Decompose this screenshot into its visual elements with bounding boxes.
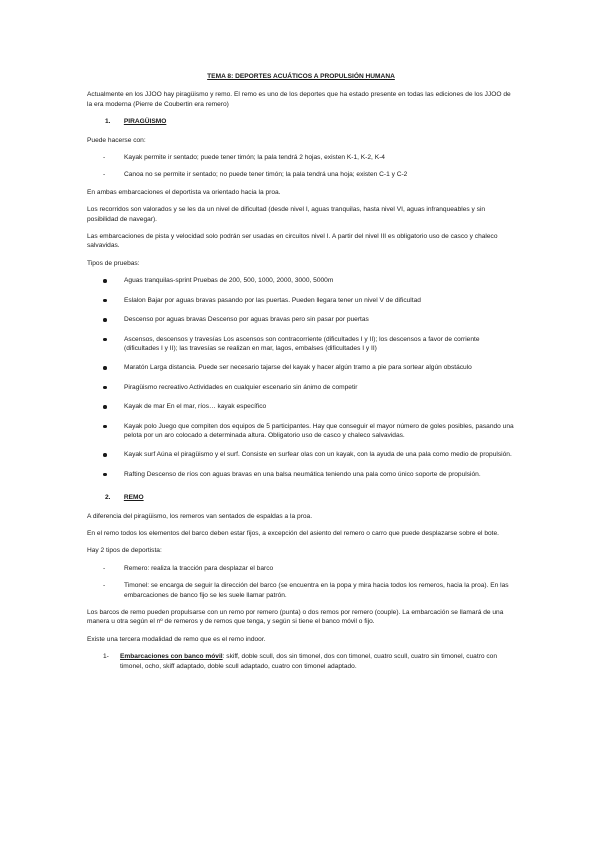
paragraph: En el remo todos los elementos del barco deben estar fijos, a excepción del asiento del remero o carro que puede desplazarse sobre el bote. (87, 529, 499, 537)
document-page (87, 72, 515, 671)
list-item: Eslalon Bajar por aguas bravas pasando por las puertas. Pueden llegara tener un nivel V de dificultad (87, 296, 515, 305)
list-item: - Canoa no se permite ir sentado; no puede tener timón; la pala tendrá una hoja; existen C-1 y C-2 (87, 170, 515, 179)
item-number: 1- (103, 653, 109, 661)
list-item (87, 652, 515, 671)
item-label: Embarcaciones con banco móvil (120, 653, 223, 661)
roles-list (87, 564, 515, 600)
list-item: Rafting Descenso de ríos con aguas bravas en una balsa neumática teniendo una pala como único soporte de propulsión. (87, 470, 515, 479)
paragraph: En ambas embarcaciones el deportista va orientado hacia la proa. (87, 188, 281, 196)
tests-list (87, 276, 515, 479)
section-title: PIRAGÜISMO (123, 118, 167, 126)
list-item: Kayak de mar En el mar, ríos… kayak específico (87, 402, 515, 411)
section-lead: Puede hacerse con: (87, 136, 146, 144)
intro-paragraph: Actualmente en los JJOO hay piragüismo y remo. El remo es uno de los deportes que ha estado presente en todas las ediciones de los JJOO de la era moderna (Pierre de Coubertin era remero) (87, 91, 511, 108)
list-item: - Timonel: se encarga de seguir la dirección del barco (se encuentra en la popa y mira hacia todos los remeros, hacia la proa). En las embarcaciones de banco fijo se les suele llamar patrón. (87, 581, 515, 600)
list-item: Ascensos, descensos y travesías Los ascensos son contracorriente (dificultades I y II); los descensos a favor de corriente (dificultades I y II); las travesías se realizan en mar, lagos, embalses (dificultades I y II) (87, 335, 515, 354)
section-title: REMO (123, 494, 144, 502)
roles-lead: Hay 2 tipos de deportista: (87, 547, 162, 555)
section-heading-remo (87, 493, 515, 502)
section-number: 1. (105, 118, 111, 126)
paragraph: Las embarcaciones de pista y velocidad solo podrán ser usadas en circuitos nivel I. A partir del nivel III es obligatorio uso de casco y chaleco salvavidas. (87, 233, 498, 250)
paragraph: Existe una tercera modalidad de remo que es el remo indoor. (87, 635, 266, 643)
list-item: Aguas tranquilas-sprint Pruebas de 200, 500, 1000, 2000, 3000, 5000m (87, 276, 515, 285)
numbered-list (87, 652, 515, 671)
list-item: Descenso por aguas bravas Descenso por aguas bravas pero sin pasar por puertas (87, 315, 515, 324)
document-title: TEMA 8: DEPORTES ACUÁTICOS A PROPULSIÓN HUMANA (207, 73, 395, 80)
paragraph: A diferencia del piragüismo, los remeros van sentados de espaldas a la proa. (87, 512, 313, 520)
list-item: - Remero: realiza la tracción para desplazar el barco (87, 564, 515, 573)
list-item: Maratón Larga distancia. Puede ser necesario tajarse del kayak y hacer algún tramo a pie para sortear algún obstáculo (87, 363, 515, 372)
list-item: Kayak surf Aúna el piragüismo y el surf. Consiste en surfear olas con un kayak, con la ayuda de una pala como medio de propulsión. (87, 450, 515, 459)
paragraph: Los barcos de remo pueden propulsarse con un remo por remero (punta) o dos remos por remero (couple). La embarcación se llamará de una manera u otra según el nº de remeros y de remos que tenga, y según si tiene el banco móvil o fijo. (87, 609, 504, 626)
tests-lead: Tipos de pruebas: (87, 259, 140, 267)
section-heading-piraguismo (87, 117, 515, 126)
boat-types-list (87, 153, 515, 180)
item-text: : skiff, doble scull, dos sin timonel, dos con timonel, cuatro scull, cuatro sin timonel, cuatro con timonel, ocho, skiff adaptado, doble scull adaptado, cuatro con timonel adaptado. (120, 653, 497, 670)
list-item: Piragüismo recreativo Actividades en cualquier escenario sin ánimo de competir (87, 383, 515, 392)
section-number: 2. (105, 494, 111, 502)
paragraph: Los recorridos son valorados y se les da un nivel de dificultad (desde nivel I, aguas tranquilas, hasta nivel VI, aguas infranqueables y sin posibilidad de navegar). (87, 206, 486, 223)
list-item: - Kayak permite ir sentado; puede tener timón; la pala tendrá 2 hojas, existen K-1, K-2, K-4 (87, 153, 515, 162)
list-item: Kayak polo Juego que compiten dos equipos de 5 participantes. Hay que conseguir el mayor número de goles posibles, pasando una pelota por un aro colocado a determinada altura. Obligatorio uso de casco y chaleco salvavidas. (87, 422, 515, 441)
